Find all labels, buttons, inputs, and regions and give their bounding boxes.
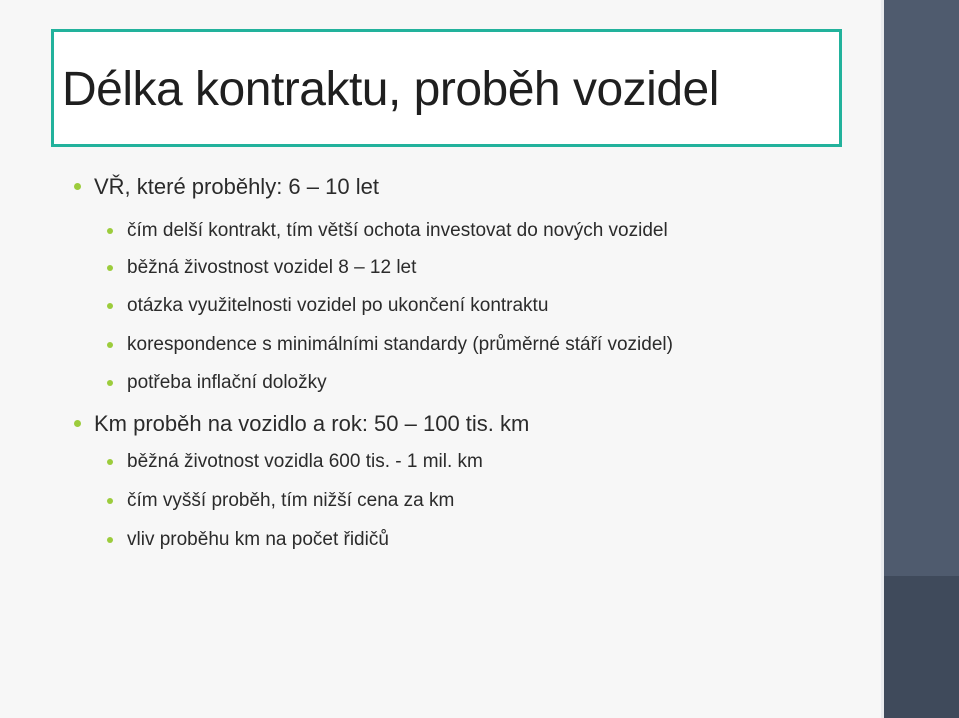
bullet-item bbox=[127, 529, 389, 551]
bullet-text: čím vyšší proběh, tím nižší cena za km bbox=[127, 490, 455, 511]
slide-title: Délka kontraktu, proběh vozidel bbox=[62, 63, 719, 116]
bullet-dot-icon bbox=[107, 537, 113, 543]
bullet-dot-icon bbox=[74, 183, 81, 190]
bullet-dot-icon bbox=[107, 459, 113, 465]
bullet-text: korespondence s minimálními standardy (průměrné stáří vozidel) bbox=[127, 334, 673, 355]
bullet-dot-icon bbox=[107, 342, 113, 348]
bullet-item bbox=[127, 372, 327, 394]
bullet-item bbox=[127, 451, 483, 473]
bullet-item bbox=[127, 490, 454, 512]
bullet-text: potřeba inflační doložky bbox=[127, 372, 327, 393]
bullet-dot-icon bbox=[107, 380, 113, 386]
side-decoration-accent bbox=[884, 576, 959, 718]
bullet-item bbox=[94, 411, 529, 437]
bullet-dot-icon bbox=[74, 420, 81, 427]
bullet-text: běžná živostnost vozidel 8 – 12 let bbox=[127, 257, 417, 278]
bullet-item bbox=[127, 334, 673, 356]
bullet-text: Km proběh na vozidlo a rok: 50 – 100 tis. km bbox=[94, 411, 530, 436]
bullet-dot-icon bbox=[107, 498, 113, 504]
bullet-dot-icon bbox=[107, 303, 113, 309]
bullet-text: VŘ, které proběhly: 6 – 10 let bbox=[94, 174, 379, 199]
bullet-text: čím delší kontrakt, tím větší ochota investovat do nových vozidel bbox=[127, 220, 668, 241]
bullet-text: běžná životnost vozidla 600 tis. - 1 mil. km bbox=[127, 451, 483, 472]
bullet-text: vliv proběhu km na počet řidičů bbox=[127, 529, 389, 550]
bullet-item bbox=[127, 257, 416, 279]
bullet-item bbox=[94, 174, 379, 200]
bullet-item bbox=[127, 220, 668, 242]
bullet-dot-icon bbox=[107, 265, 113, 271]
bullet-item bbox=[127, 295, 548, 317]
title-box bbox=[51, 29, 842, 147]
bullet-dot-icon bbox=[107, 228, 113, 234]
bullet-text: otázka využitelnosti vozidel po ukončení kontraktu bbox=[127, 295, 549, 316]
